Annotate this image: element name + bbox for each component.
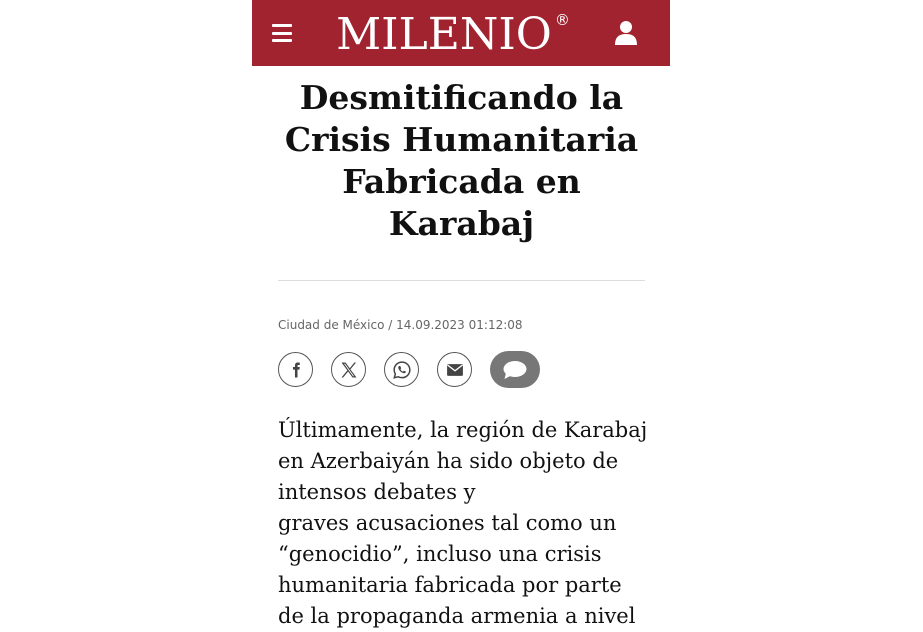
comment-icon [502, 359, 528, 381]
facebook-share-button[interactable] [278, 352, 313, 387]
whatsapp-icon [392, 360, 412, 380]
site-logo[interactable] [336, 9, 570, 60]
facebook-icon [287, 361, 305, 379]
share-bar [278, 351, 540, 388]
title-divider [278, 280, 645, 281]
comments-button[interactable] [490, 351, 540, 388]
menu-bar [272, 39, 292, 42]
x-icon [339, 360, 359, 380]
email-share-button[interactable] [437, 352, 472, 387]
article-meta: Ciudad de México / 14.09.2023 01:12:08 [278, 318, 523, 332]
menu-bar [272, 32, 292, 35]
email-icon [445, 360, 465, 380]
hamburger-menu-icon[interactable] [272, 24, 292, 42]
x-share-button[interactable] [331, 352, 366, 387]
site-header [252, 0, 670, 66]
whatsapp-share-button[interactable] [384, 352, 419, 387]
user-icon[interactable] [614, 20, 638, 46]
logo-text: MILENIO [336, 9, 552, 60]
registered-mark: ® [554, 11, 570, 29]
menu-bar [272, 24, 292, 27]
article-body: Últimamente, la región de Karabaj en Azerbaiyán ha sido objeto de intensos debates y graves acusaciones tal como un “genocidio”, incluso una crisis humanitaria fabricada por parte de la propaganda armenia a nivel [278, 418, 648, 628]
article-title: Desmitificando la Crisis Humanitaria Fabricada en Karabaj [284, 78, 639, 243]
